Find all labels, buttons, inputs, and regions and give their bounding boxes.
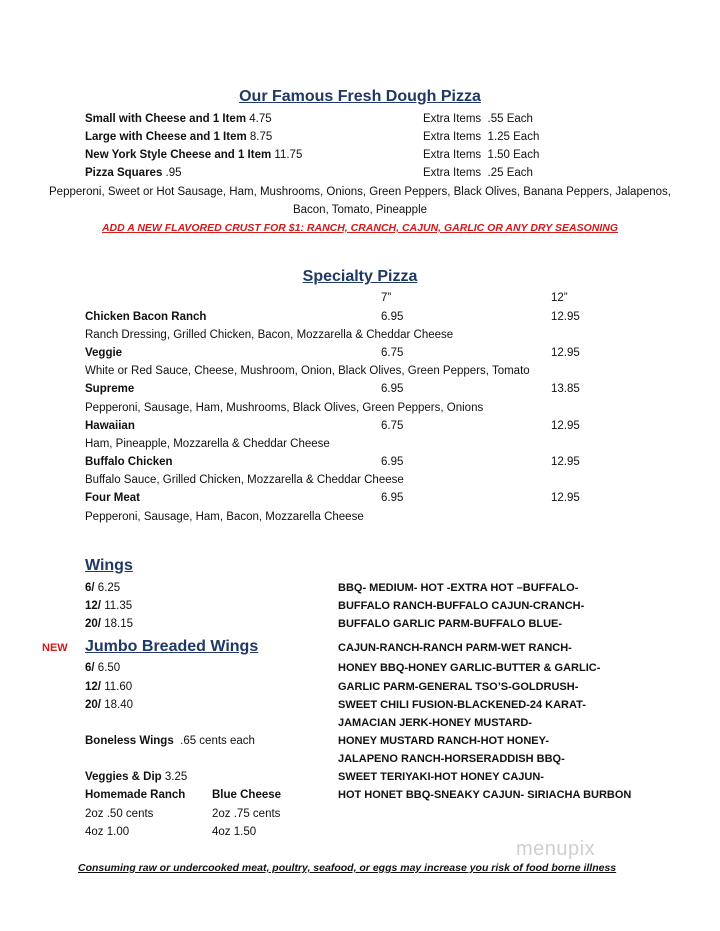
extra-items-price: Extra Items 1.25 Each xyxy=(423,131,540,143)
pizza-item: Small with Cheese and 1 Item 4.75 xyxy=(85,113,272,125)
specialty-name: Supreme xyxy=(85,383,135,395)
specialty-desc: Pepperoni, Sausage, Ham, Mushrooms, Black Olives, Green Peppers, Onions xyxy=(85,402,484,414)
blue-cheese-label: Blue Cheese xyxy=(212,789,282,801)
wing-price: 6/ 6.25 xyxy=(85,582,121,594)
price-12: 12.95 xyxy=(551,456,580,468)
ranch-4oz: 4oz 1.00 xyxy=(85,826,130,838)
specialty-name: Hawaiian xyxy=(85,420,135,432)
new-badge: NEW xyxy=(42,642,68,654)
food-safety-disclaimer: Consuming raw or undercooked meat, poultry, seafood, or eggs may increase you risk of food borne illness xyxy=(78,862,617,874)
sauce-line: BUFFALO RANCH-BUFFALO CAJUN-CRANCH- xyxy=(338,600,585,612)
sauce-line: GARLIC PARM-GENERAL TSO’S-GOLDRUSH- xyxy=(338,681,579,693)
homemade-ranch-label: Homemade Ranch xyxy=(85,789,186,801)
boneless-wings: Boneless Wings .65 cents each xyxy=(85,735,255,747)
price-7: 6.75 xyxy=(381,420,404,432)
pizza-item: Pizza Squares .95 xyxy=(85,167,182,179)
price-7: 6.95 xyxy=(381,492,404,504)
blue-2oz: 2oz .75 cents xyxy=(212,808,281,820)
wing-price: 20/ 18.15 xyxy=(85,618,133,630)
specialty-section-title: Specialty Pizza xyxy=(302,268,418,285)
price-7: 6.95 xyxy=(381,311,404,323)
size-12-header: 12” xyxy=(551,292,568,304)
specialty-name: Chicken Bacon Ranch xyxy=(85,311,207,323)
veggies-dip: Veggies & Dip 3.25 xyxy=(85,771,188,783)
sauce-line: JALAPENO RANCH-HORSERADDISH BBQ- xyxy=(338,753,565,765)
pizza-item: Large with Cheese and 1 Item 8.75 xyxy=(85,131,273,143)
sauce-line: HONEY MUSTARD RANCH-HOT HONEY- xyxy=(338,735,550,747)
sauce-line: HOT HONET BBQ-SNEAKY CAJUN- SIRIACHA BURBON xyxy=(338,789,632,801)
extra-items-price: Extra Items .25 Each xyxy=(423,167,533,179)
toppings-list: Pepperoni, Sweet or Hot Sausage, Ham, Mushrooms, Onions, Green Peppers, Black Olives, Banana Peppers, Jalapenos, xyxy=(49,186,671,198)
specialty-desc: White or Red Sauce, Cheese, Mushroom, Onion, Black Olives, Green Peppers, Tomato xyxy=(85,365,530,377)
extra-items-price: Extra Items 1.50 Each xyxy=(423,149,540,161)
wing-price: 12/ 11.35 xyxy=(85,600,133,612)
wings-title: Wings xyxy=(85,557,133,574)
price-12: 12.95 xyxy=(551,347,580,359)
size-7-header: 7” xyxy=(381,292,392,304)
specialty-name: Buffalo Chicken xyxy=(85,456,173,468)
specialty-desc: Ranch Dressing, Grilled Chicken, Bacon, Mozzarella & Cheddar Cheese xyxy=(85,329,454,341)
sauce-line: BUFFALO GARLIC PARM-BUFFALO BLUE- xyxy=(338,618,563,630)
specialty-desc: Pepperoni, Sausage, Ham, Bacon, Mozzarella Cheese xyxy=(85,511,364,523)
price-12: 12.95 xyxy=(551,492,580,504)
price-12: 13.85 xyxy=(551,383,580,395)
specialty-desc: Buffalo Sauce, Grilled Chicken, Mozzarella & Cheddar Cheese xyxy=(85,474,404,486)
jumbo-wing-price: 6/ 6.50 xyxy=(85,662,121,674)
price-7: 6.95 xyxy=(381,383,404,395)
jumbo-wing-price: 20/ 18.40 xyxy=(85,699,133,711)
specialty-name: Four Meat xyxy=(85,492,140,504)
sauce-line: SWEET TERIYAKI-HOT HONEY CAJUN- xyxy=(338,771,544,783)
pizza-section-title: Our Famous Fresh Dough Pizza xyxy=(239,88,481,105)
pizza-item: New York Style Cheese and 1 Item 11.75 xyxy=(85,149,303,161)
price-7: 6.75 xyxy=(381,347,404,359)
blue-4oz: 4oz 1.50 xyxy=(212,826,257,838)
sauce-line: SWEET CHILI FUSION-BLACKENED-24 KARAT- xyxy=(338,699,586,711)
extra-items-price: Extra Items .55 Each xyxy=(423,113,533,125)
sauce-line: BBQ- MEDIUM- HOT -EXTRA HOT –BUFFALO- xyxy=(338,582,579,594)
specialty-name: Veggie xyxy=(85,347,123,359)
price-7: 6.95 xyxy=(381,456,404,468)
specialty-desc: Ham, Pineapple, Mozzarella & Cheddar Cheese xyxy=(85,438,330,450)
sauce-line: HONEY BBQ-HONEY GARLIC-BUTTER & GARLIC- xyxy=(338,662,601,674)
sauce-line: CAJUN-RANCH-RANCH PARM-WET RANCH- xyxy=(338,642,572,654)
toppings-list-continued: Bacon, Tomato, Pineapple xyxy=(292,204,428,216)
jumbo-wing-price: 12/ 11.60 xyxy=(85,681,133,693)
crust-note: ADD A NEW FLAVORED CRUST FOR $1: RANCH, CRANCH, CAJUN, GARLIC OR ANY DRY SEASONING xyxy=(101,222,619,234)
sauce-line: JAMACIAN JERK-HONEY MUSTARD- xyxy=(338,717,532,729)
ranch-2oz: 2oz .50 cents xyxy=(85,808,154,820)
price-12: 12.95 xyxy=(551,420,580,432)
jumbo-wings-title: Jumbo Breaded Wings xyxy=(85,638,259,655)
price-12: 12.95 xyxy=(551,311,580,323)
menupix-watermark: menupix xyxy=(516,838,596,860)
